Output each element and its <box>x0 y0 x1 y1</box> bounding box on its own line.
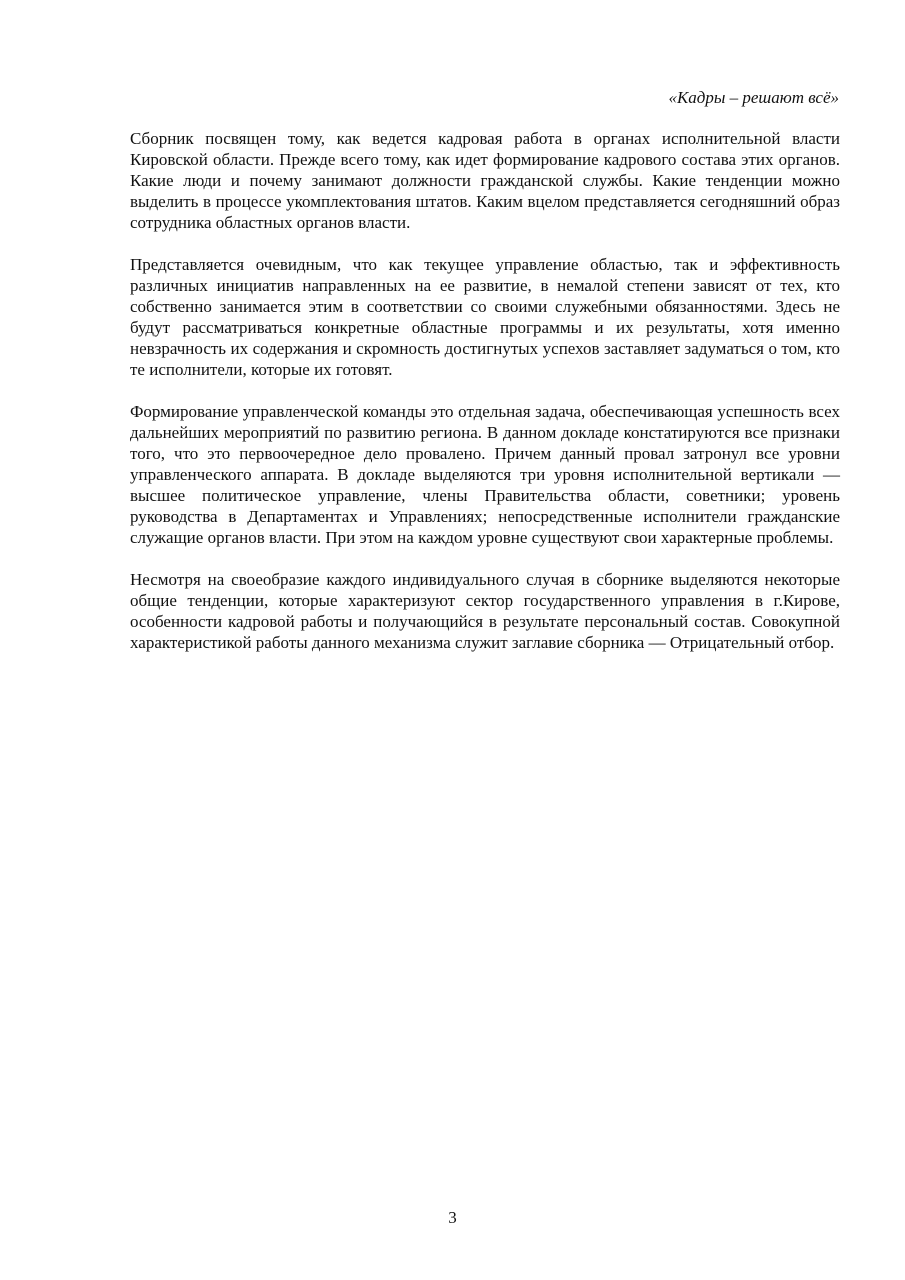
paragraph-1: Сборник посвящен тому, как ведется кадровая работа в органах исполнительной власти Кировской области. Прежде всего тому, как идет формирование кадрового состава этих органов. Какие люди и почему занимают должности гражданской службы. Какие тенденции можно выделить в процессе укомплектования штатов. Каким вцелом представляется сегодняшний образ сотрудника областных органов власти. <box>130 129 840 232</box>
body-text <box>130 128 840 674</box>
running-header: «Кадры – решают всё» <box>668 88 839 107</box>
paragraph-2: Представляется очевидным, что как текущее управление областью, так и эффективность различных инициатив направленных на ее развитие, в немалой степени зависят от тех, кто собственно занимается этим в соответствии со своими служебными обязанностями. Здесь не будут рассматриваться конкретные областные программы и их результаты, хотя именно невзрачность их содержания и скромность достигнутых успехов заставляет задуматься о том, кто те исполнители, которые их готовят. <box>130 255 840 379</box>
page-number: 3 <box>448 1208 457 1227</box>
paragraph-4: Несмотря на своеобразие каждого индивидуального случая в сборнике выделяются некоторые общие тенденции, которые характеризуют сектор государственного управления в г.Кирове, особенности кадровой работы и получающийся в результате персональный состав. Совокупной характеристикой работы данного механизма служит заглавие сборника — Отрицательный отбор. <box>130 570 840 652</box>
paragraph-3: Формирование управленческой команды это отдельная задача, обеспечивающая успешность всех дальнейших мероприятий по развитию региона. В данном докладе констатируются все признаки того, что это первоочередное дело провалено. Причем данный провал затронул все уровни управленческого аппарата. В докладе выделяются три уровня исполнительной вертикали — высшее политическое управление, члены Правительства области, советники; уровень руководства в Департаментах и Управлениях; непосредственные исполнители гражданские служащие органов власти. При этом на каждом уровне существуют свои характерные проблемы. <box>130 402 840 547</box>
